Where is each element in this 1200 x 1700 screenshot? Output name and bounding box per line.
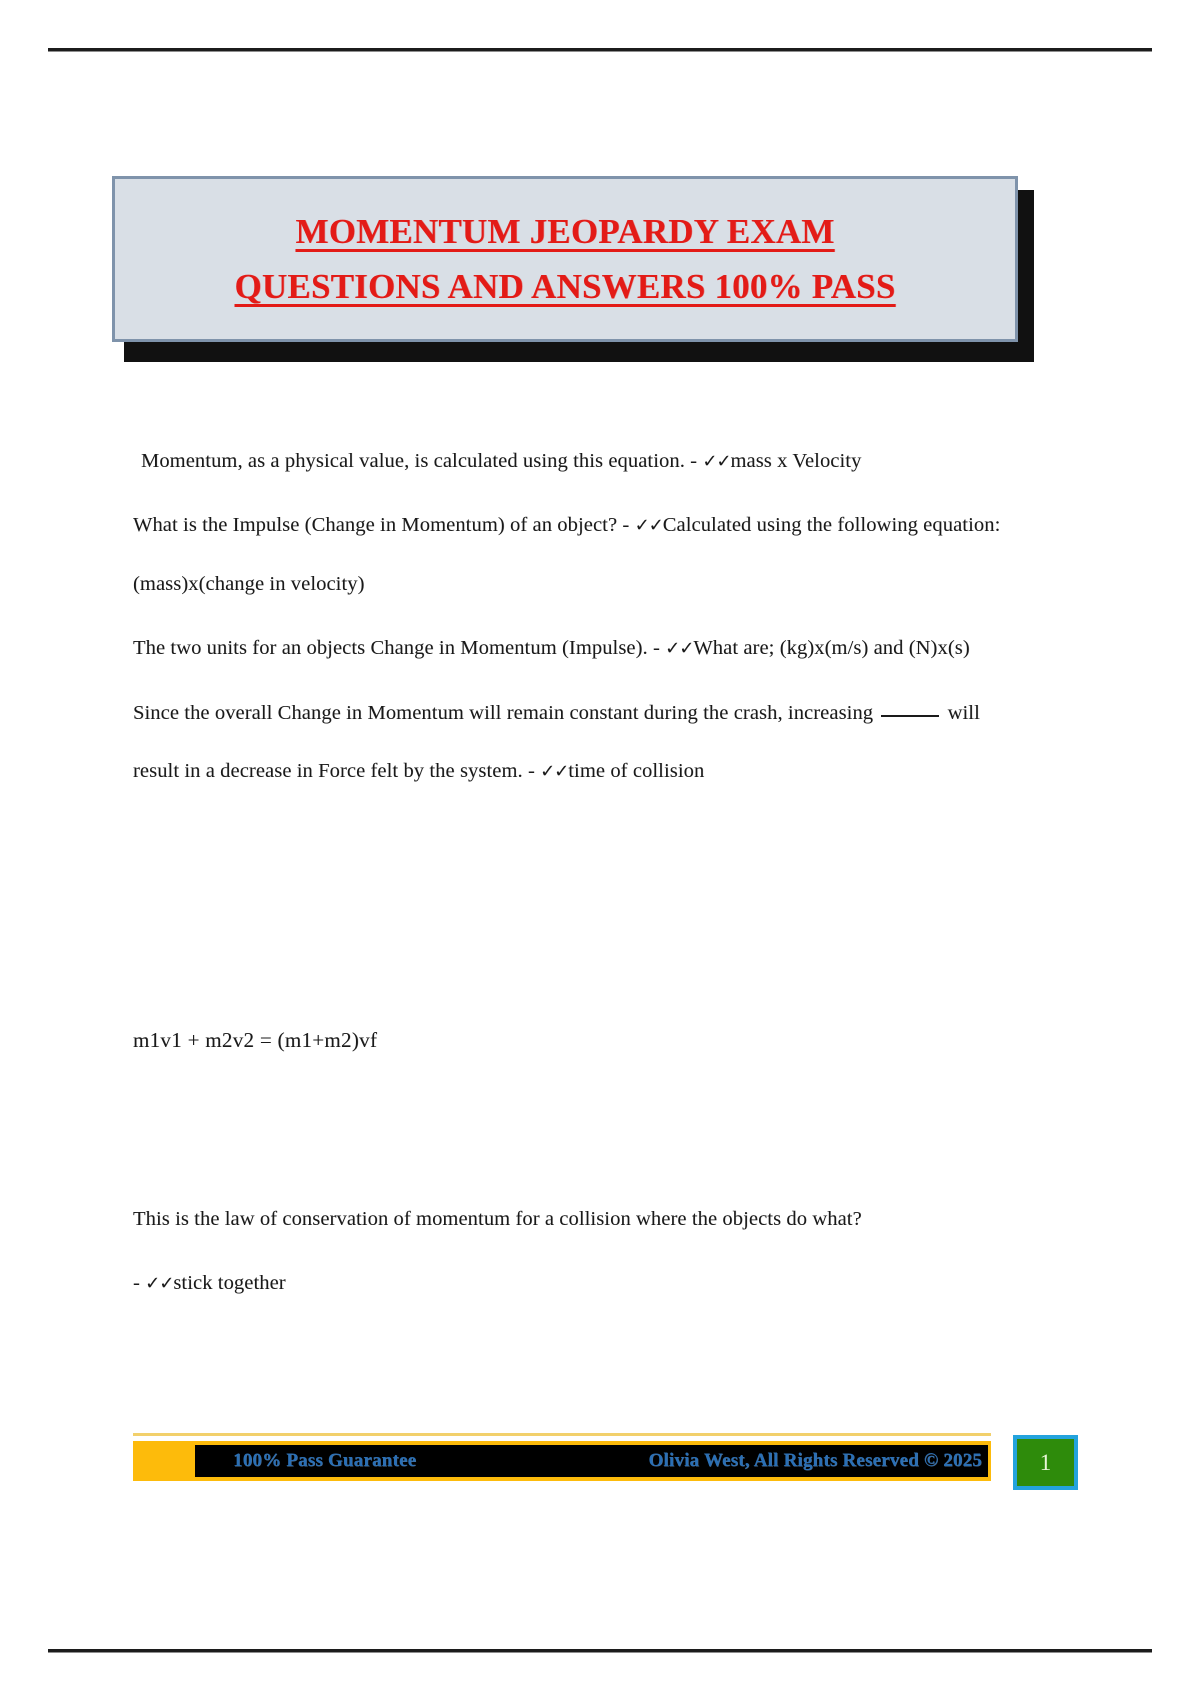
momentum-equation: m1v1 + m2v2 = (m1+m2)vf (133, 1028, 378, 1052)
page-bottom-rule (48, 1649, 1152, 1652)
answer-text-4: time of collision (568, 760, 705, 783)
footer-inner-band (195, 1445, 988, 1477)
qa-paragraph-3 (133, 619, 1008, 677)
answer-text-3: What are; (kg)x(m/s) and (N)x(s) (693, 637, 970, 660)
question-text-4b: will result in a decrease in Force felt by the system. - (133, 701, 980, 783)
document-title-line-2: QUESTIONS AND ANSWERS 100% PASS (234, 267, 896, 306)
closing-answer (133, 1254, 1008, 1312)
footer-bar (133, 1441, 991, 1481)
title-box (112, 176, 1018, 342)
document-title-line-1: MOMENTUM JEOPARDY EXAM (295, 211, 835, 251)
qa-paragraph-2 (133, 496, 1008, 613)
footer-copyright-text: Olivia West, All Rights Reserved © 2025 (648, 1450, 982, 1471)
closing-answer-text: stick together (173, 1272, 286, 1295)
question-text-1: Momentum, as a physical value, is calculated using this equation. - (141, 450, 703, 472)
page-number-badge (1013, 1435, 1078, 1490)
qa-paragraph-1 (133, 432, 1008, 490)
checkmark-icon: ✓✓ (634, 515, 663, 537)
answer-text-1: mass x Velocity (730, 450, 862, 472)
fill-in-blank (881, 715, 939, 717)
page-top-rule (48, 48, 1152, 51)
footer-hairline (133, 1433, 991, 1436)
question-text-4a: Since the overall Change in Momentum will remain constant during the crash, increasing (133, 701, 879, 724)
question-text-2: What is the Impulse (Change in Momentum) of an object? - (133, 514, 635, 537)
closing-question: This is the law of conservation of momentum for a collision where the objects do what? (133, 1208, 862, 1230)
footer-guarantee-text: 100% Pass Guarantee (233, 1450, 417, 1471)
closing-answer-prefix: - (133, 1272, 146, 1295)
checkmark-icon: ✓✓ (665, 638, 694, 660)
title-block (112, 176, 1022, 342)
document-body (133, 432, 1008, 807)
checkmark-icon: ✓✓ (540, 761, 569, 783)
page-footer (133, 1441, 991, 1489)
qa-paragraph-4 (133, 684, 1008, 801)
closing-block (133, 1190, 1008, 1319)
checkmark-icon: ✓✓ (702, 451, 731, 472)
page-number: 1 (1039, 1450, 1052, 1475)
checkmark-icon: ✓✓ (145, 1273, 174, 1295)
answer-text-2: Calculated using the following equation: (mass)x(change in velocity) (133, 514, 1001, 595)
question-text-3: The two units for an objects Change in Momentum (Impulse). - (133, 637, 666, 660)
